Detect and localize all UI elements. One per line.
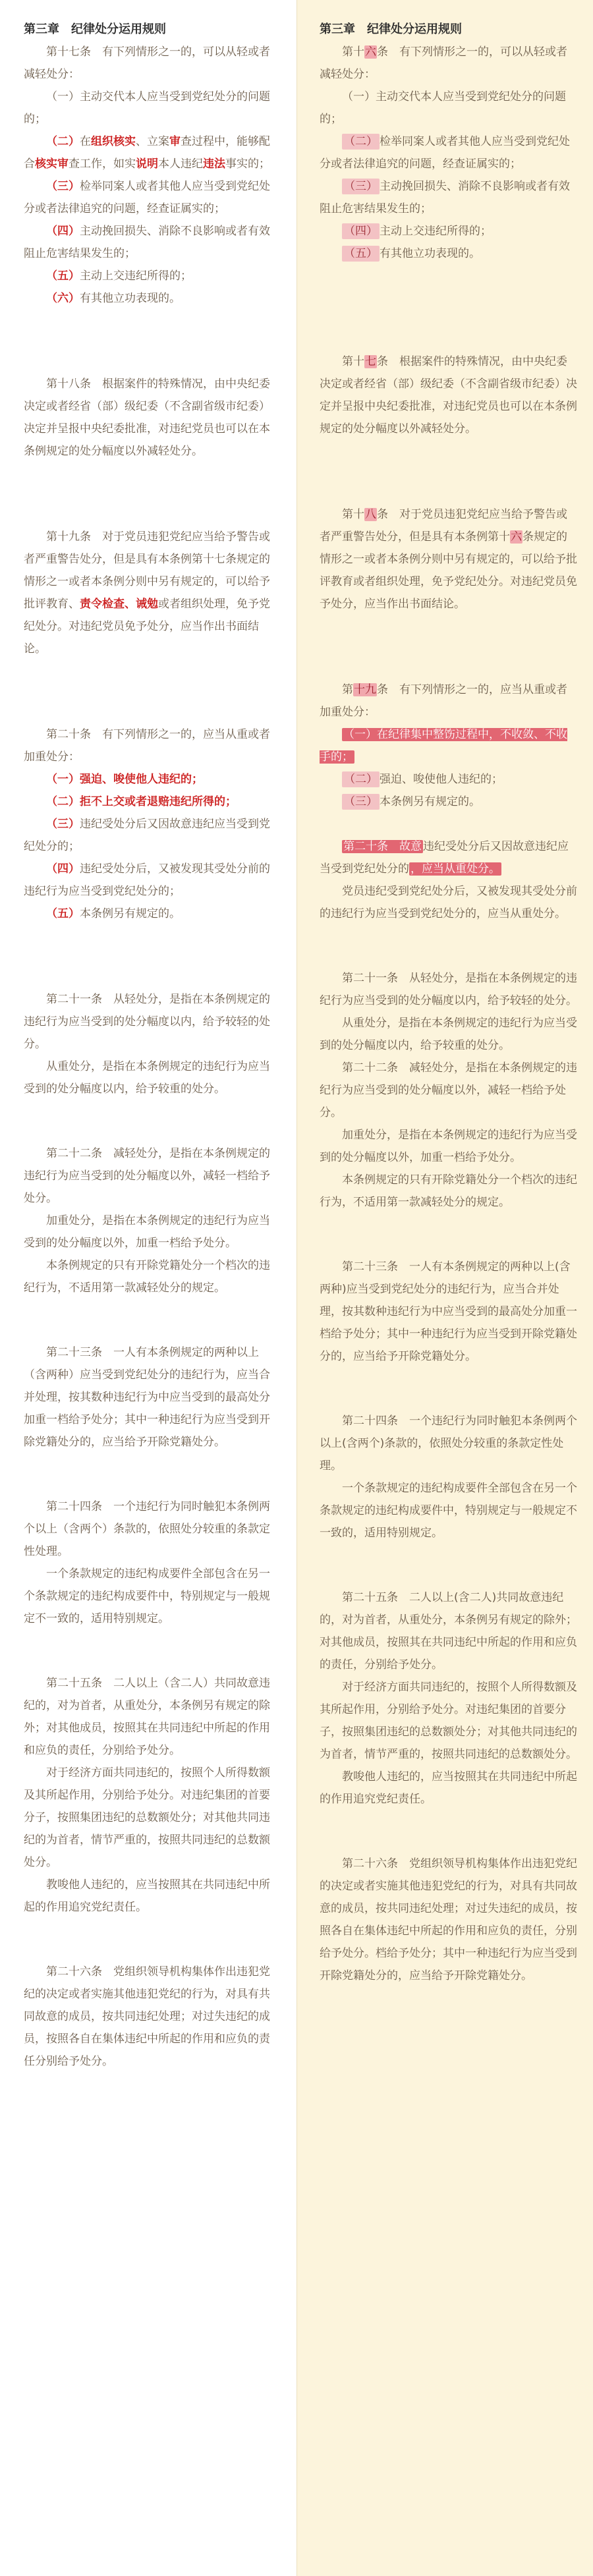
text: 第十 <box>342 508 364 521</box>
text: 条规定的情形之一或者本条例分则中另有规定的，可以给予批评教育或者组织处理，免予党纪处分。对违纪党员免予处分，应当作出书面结论。 <box>320 530 577 611</box>
article-20-old <box>24 723 281 925</box>
added-text: ，应当从重处分。 <box>410 862 500 876</box>
changed-number: （三） <box>342 179 380 194</box>
article-text: 第二十三条 一人有本条例规定的两种以上（含两种）应当受到党纪处分的违纪行为，应当合并处理，按其数种违纪行为中应当受到的最高处分加重一档给予处分；其中一种违纪行为应当受到开除党籍处分的，应当给予开除党籍处分。 <box>24 1346 270 1449</box>
text: 检举同案人或者其他人应当受到党纪处分或者法律追究的问题，经查证属实的； <box>24 180 270 215</box>
article-lead <box>320 679 577 723</box>
chapter-title: 第三章 纪律处分运用规则 <box>320 22 462 36</box>
list-item: （一）强迫、唆使他人违纪的； <box>46 773 203 786</box>
article-text: 第二十三条 一人有本条例规定的两种以上(含两种)应当受到党纪处分的违纪行为，应当合并处理，按其数种违纪行为中应当受到的最高处分加重一档给予处分；其中一种违纪行为应当受到开除党籍处分的，应当给予开除党籍处分。 <box>320 1260 577 1363</box>
text: 第 <box>342 683 353 696</box>
list-item <box>320 242 577 265</box>
article-text: 党员违纪受到党纪处分后，又被发现其受处分前的违纪行为应当受到党纪处分的，应当从重处分。 <box>320 885 577 920</box>
emphasis: 责令检查、诫勉 <box>80 598 158 611</box>
article-text: 第二十五条 二人以上(含二人)共同故意违纪的，对为首者，从重处分，本条例另有规定的除外；对其他成员，按照其在共同违纪中所起的作用和应负的责任，分别给予处分。 <box>320 1591 577 1671</box>
changed-number: （二） <box>342 771 380 787</box>
list-item <box>24 220 281 265</box>
revised-column <box>296 0 593 2576</box>
text: 违纪受处分后又因故意违纪应当受到党纪处分的； <box>24 818 270 853</box>
article-text <box>320 835 577 880</box>
changed-number: （三） <box>342 794 380 810</box>
changed-text: 六 <box>511 530 522 544</box>
article-text <box>320 503 577 615</box>
article-text: 第二十一条 从轻处分，是指在本条例规定的违纪行为应当受到的处分幅度以内，给予较轻的处分。 <box>24 993 270 1051</box>
changed-number: （二） <box>342 134 380 150</box>
article-text <box>320 350 577 440</box>
item-number: （二） <box>46 135 80 148</box>
article-text: 第二十六条 党组织领导机构集体作出违犯党纪的决定或者实施其他违犯党纪的行为，对具有共同故意的成员，按共同违纪处理；对过失违纪的成员，按照各自在集体违纪中所起的作用和应负的责任，分别给予处分。档给予处分；其中一种违纪行为应当受到开除党籍处分的，应当给予开除党籍处分。 <box>320 1857 577 1982</box>
original-column <box>0 0 296 2576</box>
article-text: 第二十五条 二人以上（含二人）共同故意违纪的，对为首者，从重处分，本条例另有规定的除外；对其他成员，按照其在共同违纪中所起的作用和应负的责任，分别给予处分。 <box>24 1677 270 1757</box>
list-item <box>320 130 577 175</box>
article-text: 加重处分，是指在本条例规定的违纪行为应当受到的处分幅度以外，加重一档给予处分。 <box>320 1129 577 1164</box>
changed-text: 十九 <box>354 683 376 696</box>
emphasis: 组织核实 <box>91 135 136 148</box>
article-text: 一个条款规定的违纪构成要件全部包含在另一个条款规定的违纪构成要件中，特别规定与一般规定不一致的，适用特别规定。 <box>320 1482 577 1540</box>
list-item <box>320 791 577 813</box>
article-lead: 第二十条 有下列情形之一的，应当从重或者加重处分： <box>24 728 270 764</box>
text: 条 对于党员违犯党纪应当给予警告或者严重警告处分，但是具有本条例第十 <box>320 508 567 544</box>
text: 、立案 <box>136 135 169 148</box>
text: 违纪受处分后，又被发现其受处分前的违纪行为应当受到党纪处分的； <box>24 862 270 898</box>
emphasis: 核实审 <box>35 157 69 171</box>
list-item <box>24 287 281 310</box>
text: 条 根据案件的特殊情况，由中央纪委决定或者经省（部）级纪委（不含副省级市纪委）决定并呈报中央纪委批准，对违纪党员也可以在本条例规定的处分幅度以外减轻处分。 <box>320 355 577 435</box>
text: 条 有下列情形之一的，可以从轻或者减轻处分： <box>320 45 567 81</box>
article-text: 第二十六条 党组织领导机构集体作出违犯党纪的决定或者实施其他违犯党纪的行为，对具有共同故意的成员，按共同违纪处理；对过失违纪的成员，按照各自在集体违纪中所起的作用和应负的责任分别给予处分。 <box>24 1965 270 2068</box>
item-number: （四） <box>46 862 80 876</box>
chapter-title: 第三章 纪律处分运用规则 <box>24 22 166 36</box>
article-text: 第十八条 根据案件的特殊情况，由中央纪委决定或者经省（部）级纪委（不含副省级市纪委）决定并呈报中央纪委批准，对违纪党员也可以在本条例规定的处分幅度以外减轻处分。 <box>24 378 270 458</box>
article-22-new <box>320 1057 577 1214</box>
article-text: 第二十四条 一个违纪行为同时触犯本条例两个以上(含两个)条款的，依照处分较重的条款定性处理。 <box>320 1414 577 1472</box>
list-item <box>24 175 281 220</box>
list-item: （一）主动交代本人应当受到党纪处分的问题的； <box>320 90 566 126</box>
text: 本条例另有规定的。 <box>380 795 480 808</box>
text: 主动上交违纪所得的； <box>380 225 492 238</box>
added-text: 第二十条 故意 <box>343 840 422 853</box>
article-text: 教唆他人违纪的，应当按照其在共同违纪中所起的作用追究党纪责任。 <box>320 1770 577 1806</box>
article-text: 从重处分，是指在本条例规定的违纪行为应当受到的处分幅度以内，给予较重的处分。 <box>320 1017 577 1052</box>
text: 主动挽回损失、消除不良影响或者有效阻止危害结果发生的； <box>320 180 570 215</box>
changed-number: （四） <box>342 223 380 239</box>
text: 本条例另有规定的。 <box>80 907 181 920</box>
emphasis: 审 <box>169 135 181 148</box>
list-item <box>320 175 577 220</box>
article-21-old <box>24 988 281 1100</box>
article-text: 一个条款规定的违纪构成要件全部包含在另一个条款规定的违纪构成要件中，特别规定与一般规定不一致的，适用特别规定。 <box>24 1567 270 1625</box>
text: 条 有下列情形之一的，应当从重或者加重处分： <box>320 683 567 719</box>
item-number: （三） <box>46 818 80 831</box>
text: 主动挽回损失、消除不良影响或者有效阻止危害结果发生的； <box>24 225 270 260</box>
list-item: （一）主动交代本人应当受到党纪处分的问题的； <box>24 90 270 126</box>
article-19-old <box>24 526 281 660</box>
article-text: 本条例规定的只有开除党籍处分一个档次的违纪行为，不适用第一款减轻处分的规定。 <box>24 1259 270 1295</box>
changed-text: 八 <box>365 508 376 521</box>
text: 或者组织处理，免予党纪处分。对违纪党员免予处分，应当作出书面结论。 <box>24 598 270 656</box>
list-item <box>320 723 577 768</box>
article-26-old <box>24 1961 281 2073</box>
article-24-new <box>320 1410 577 1544</box>
article-23-old <box>24 1341 281 1453</box>
article-21-new <box>320 967 577 1057</box>
text: 查过程中，能够配合 <box>24 135 270 171</box>
article-text: 对于经济方面共同违纪的，按照个人所得数额及其所起作用，分别给予处分。对违纪集团的首要分子，按照集团违纪的总数额处分；对其他共同违纪的为首者，情节严重的，按照共同违纪的总数额处分。 <box>24 1766 270 1869</box>
emphasis: 违法 <box>203 157 225 171</box>
article-text: 第二十二条 减轻处分，是指在本条例规定的违纪行为应当受到的处分幅度以外，减轻一档给予处分。 <box>320 1061 577 1119</box>
article-26-new <box>320 1853 577 1987</box>
article-25-old <box>24 1672 281 1918</box>
added-text: （一）在纪律集中整饬过程中，不收敛、不收手的； <box>320 728 567 764</box>
article-text: 第二十二条 减轻处分，是指在本条例规定的违纪行为应当受到的处分幅度以外，减轻一档给予处分。 <box>24 1147 270 1205</box>
article-16-new <box>320 41 577 265</box>
article-text: 第二十一条 从轻处分，是指在本条例规定的违纪行为应当受到的处分幅度以内，给予较轻的处分。 <box>320 972 577 1007</box>
text: 检举同案人或者其他人应当受到党纪处分或者法律追究的问题，经查证属实的； <box>320 135 570 171</box>
article-text <box>24 526 281 660</box>
item-number: （五） <box>46 907 80 920</box>
text: 违纪受处分后又因故意违纪应当受到党纪处分的 <box>320 840 569 876</box>
article-text: 第二十四条 一个违纪行为同时触犯本条例两个以上（含两个）条款的，依照处分较重的条款定性处理。 <box>24 1500 270 1558</box>
item-number: （四） <box>46 225 80 238</box>
article-25-new <box>320 1586 577 1810</box>
text: 事实的； <box>225 157 270 171</box>
article-18-new <box>320 503 577 615</box>
list-item <box>24 903 281 925</box>
article-text: 对于经济方面共同违纪的，按照个人所得数额及其所起作用，分别给予处分。对违纪集团的首要分子，按照集团违纪的总数额处分；对其他共同违纪的为首者，情节严重的，按照共同违纪的总数额处分。 <box>320 1681 577 1761</box>
article-lead <box>320 41 577 86</box>
list-item <box>24 265 281 287</box>
item-number: （三） <box>46 180 80 193</box>
text: 第十九条 对于党员违犯党纪应当给予警告或者严重警告处分，但是具有本条例第十七条规定的情形之一或者本条例分则中另有规定的，可以给予批评教育、 <box>24 530 270 611</box>
article-text: 教唆他人违纪的，应当按照其在共同违纪中所起的作用追究党纪责任。 <box>24 1878 270 1914</box>
article-text: 从重处分，是指在本条例规定的违纪行为应当受到的处分幅度以内，给予较重的处分。 <box>24 1060 270 1096</box>
text: 主动上交违纪所得的； <box>80 269 192 283</box>
article-text: 加重处分，是指在本条例规定的违纪行为应当受到的处分幅度以外，加重一档给予处分。 <box>24 1214 270 1250</box>
text: 有其他立功表现的。 <box>380 247 480 260</box>
article-20-new <box>320 835 577 925</box>
article-23-new <box>320 1256 577 1368</box>
article-24-old <box>24 1496 281 1630</box>
list-item <box>24 813 281 858</box>
article-18-old <box>24 373 281 462</box>
list-item <box>320 220 577 242</box>
text: 有其他立功表现的。 <box>80 292 181 305</box>
changed-text: 七 <box>365 355 376 368</box>
changed-text: 六 <box>365 45 376 59</box>
article-22-old <box>24 1142 281 1299</box>
changed-number: （五） <box>342 246 380 262</box>
emphasis: 说明 <box>136 157 158 171</box>
article-lead: 第十七条 有下列情形之一的，可以从轻或者减轻处分： <box>24 45 270 81</box>
article-17-new <box>320 350 577 440</box>
item-number: （五） <box>46 269 80 283</box>
list-item <box>320 768 577 791</box>
text: 强迫、唆使他人违纪的； <box>380 773 503 786</box>
article-text: 本条例规定的只有开除党籍处分一个档次的违纪行为，不适用第一款减轻处分的规定。 <box>320 1173 577 1209</box>
text: 查工作，如实 <box>69 157 136 171</box>
text: 在 <box>80 135 91 148</box>
text: 第十 <box>342 355 364 368</box>
list-item: （二）拒不上交或者退赔违纪所得的； <box>46 795 237 808</box>
list-item <box>24 130 281 175</box>
article-19-new <box>320 679 577 813</box>
text: 第十 <box>342 45 364 59</box>
article-17-old <box>24 41 281 310</box>
item-number: （六） <box>46 292 80 305</box>
text: 本人违纪 <box>158 157 203 171</box>
list-item <box>24 858 281 903</box>
